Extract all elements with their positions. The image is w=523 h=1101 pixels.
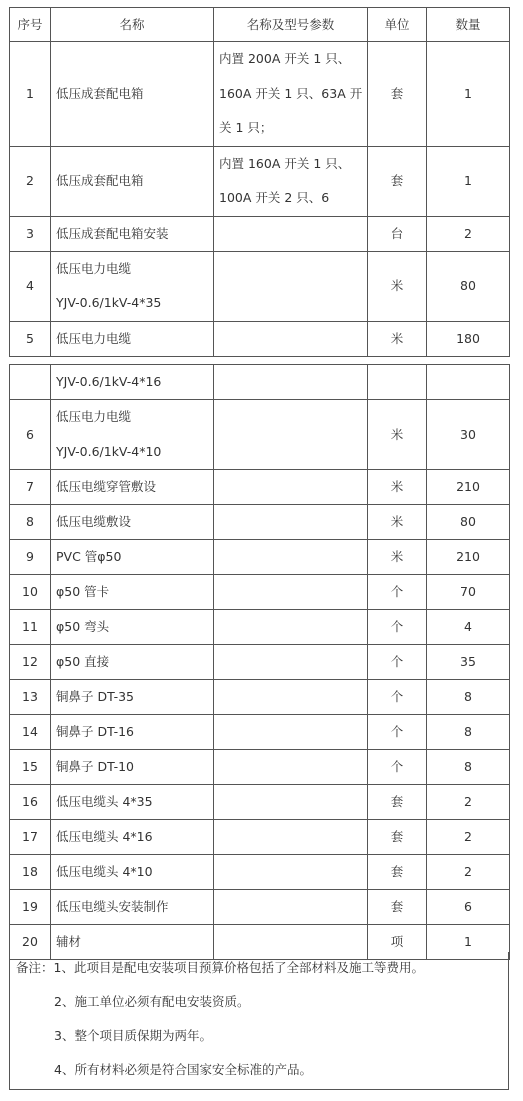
row-unit: 套	[368, 42, 427, 147]
row-spec	[214, 42, 368, 147]
row-spec	[214, 146, 368, 216]
row-unit: 米	[368, 505, 427, 540]
row-qty: 2	[427, 785, 510, 820]
row-seq: 15	[10, 750, 51, 785]
row-unit: 个	[368, 645, 427, 680]
table-row	[10, 715, 510, 750]
spec-line: 关 1 只；	[219, 120, 273, 135]
row-spec	[214, 575, 368, 610]
row-unit: 台	[368, 216, 427, 251]
row-name: 铜鼻子 DT-10	[51, 750, 214, 785]
row-spec	[214, 400, 368, 470]
row-qty: 1	[427, 146, 510, 216]
row-name: 低压电缆敷设	[51, 505, 214, 540]
table-row	[10, 400, 510, 470]
row-qty: 8	[427, 680, 510, 715]
table-row	[10, 505, 510, 540]
table-row	[10, 365, 510, 400]
row-spec	[214, 750, 368, 785]
table-row	[10, 216, 510, 251]
material-table-part-1	[9, 7, 510, 357]
row-unit: 米	[368, 470, 427, 505]
row-spec	[214, 216, 368, 251]
row-unit: 个	[368, 575, 427, 610]
row-name: 低压电缆头 4*35	[51, 785, 214, 820]
row-spec	[214, 785, 368, 820]
row-seq: 14	[10, 715, 51, 750]
row-name: 辅材	[51, 925, 214, 960]
header-unit: 单位	[368, 8, 427, 42]
row-seq	[10, 365, 51, 400]
row-qty	[427, 365, 510, 400]
table-row	[10, 251, 510, 321]
row-spec	[214, 645, 368, 680]
row-name: 低压电缆头安装制作	[51, 890, 214, 925]
row-seq: 10	[10, 575, 51, 610]
row-seq: 5	[10, 321, 51, 356]
table-row	[10, 820, 510, 855]
row-unit: 个	[368, 715, 427, 750]
row-qty: 210	[427, 470, 510, 505]
table-row	[10, 890, 510, 925]
row-qty: 1	[427, 925, 510, 960]
row-unit: 米	[368, 251, 427, 321]
row-unit: 套	[368, 890, 427, 925]
table-row	[10, 855, 510, 890]
row-seq: 6	[10, 400, 51, 470]
row-qty: 6	[427, 890, 510, 925]
table-row	[10, 785, 510, 820]
row-spec	[214, 715, 368, 750]
row-unit	[368, 365, 427, 400]
row-unit: 个	[368, 750, 427, 785]
row-spec	[214, 540, 368, 575]
row-unit: 套	[368, 855, 427, 890]
row-unit: 套	[368, 820, 427, 855]
row-name: φ50 管卡	[51, 575, 214, 610]
row-name: 铜鼻子 DT-35	[51, 680, 214, 715]
row-qty: 35	[427, 645, 510, 680]
row-unit: 个	[368, 610, 427, 645]
row-qty: 80	[427, 505, 510, 540]
row-seq: 19	[10, 890, 51, 925]
table-header-row	[10, 8, 510, 42]
row-seq: 13	[10, 680, 51, 715]
row-qty: 1	[427, 42, 510, 147]
note-3: 3、整个项目质保期为两年。	[54, 1028, 212, 1043]
note-2: 2、施工单位必须有配电安装资质。	[54, 994, 250, 1009]
row-name	[51, 251, 214, 321]
name-line: YJV-0.6/1kV-4*35	[56, 295, 162, 310]
row-unit: 米	[368, 400, 427, 470]
row-spec	[214, 470, 368, 505]
row-seq: 11	[10, 610, 51, 645]
row-name	[51, 400, 214, 470]
row-spec	[214, 505, 368, 540]
spec-line: 内置 200A 开关 1 只、	[219, 51, 351, 66]
header-qty: 数量	[427, 8, 510, 42]
table-row	[10, 540, 510, 575]
row-unit: 米	[368, 540, 427, 575]
row-qty: 180	[427, 321, 510, 356]
row-seq: 20	[10, 925, 51, 960]
table-row	[10, 470, 510, 505]
row-spec	[214, 820, 368, 855]
row-unit: 米	[368, 321, 427, 356]
note-1: 备注：1、此项目是配电安装项目预算价格包括了全部材料及施工等费用。	[16, 960, 424, 975]
row-name: 铜鼻子 DT-16	[51, 715, 214, 750]
row-qty: 2	[427, 855, 510, 890]
header-seq: 序号	[10, 8, 51, 42]
row-seq: 1	[10, 42, 51, 147]
row-name: 低压电缆头 4*16	[51, 820, 214, 855]
row-name: 低压电缆穿管敷设	[51, 470, 214, 505]
header-spec: 名称及型号参数	[214, 8, 368, 42]
row-spec	[214, 251, 368, 321]
spec-line: 100A 开关 2 只、6	[219, 190, 330, 205]
row-name: YJV-0.6/1kV-4*16	[51, 365, 214, 400]
row-seq: 8	[10, 505, 51, 540]
row-name: PVC 管φ50	[51, 540, 214, 575]
row-seq: 16	[10, 785, 51, 820]
row-spec	[214, 680, 368, 715]
spec-line: 内置 160A 开关 1 只、	[219, 155, 351, 171]
table-row	[10, 750, 510, 785]
name-line: 低压电力电缆	[56, 260, 132, 276]
row-name: 低压成套配电箱	[51, 146, 214, 216]
row-spec	[214, 321, 368, 356]
row-qty: 8	[427, 715, 510, 750]
row-seq: 4	[10, 251, 51, 321]
row-name: φ50 直接	[51, 645, 214, 680]
table-row	[10, 146, 510, 216]
row-spec	[214, 610, 368, 645]
table-row	[10, 575, 510, 610]
row-spec	[214, 890, 368, 925]
row-name: φ50 弯头	[51, 610, 214, 645]
name-line: 低压电力电缆	[56, 409, 132, 424]
row-qty: 70	[427, 575, 510, 610]
name-line: YJV-0.6/1kV-4*10	[56, 443, 162, 459]
row-seq: 3	[10, 216, 51, 251]
row-qty: 80	[427, 251, 510, 321]
row-name: 低压成套配电箱安装	[51, 216, 214, 251]
row-unit: 项	[368, 925, 427, 960]
row-unit: 套	[368, 146, 427, 216]
row-name: 低压成套配电箱	[51, 42, 214, 147]
row-spec	[214, 855, 368, 890]
table-row	[10, 645, 510, 680]
row-qty: 30	[427, 400, 510, 470]
row-seq: 9	[10, 540, 51, 575]
note-4: 4、所有材料必须是符合国家安全标准的产品。	[54, 1062, 312, 1077]
material-table-part-2	[9, 364, 510, 960]
row-name: 低压电力电缆	[51, 321, 214, 356]
header-name: 名称	[51, 8, 214, 42]
notes-section	[9, 952, 509, 1090]
row-spec	[214, 365, 368, 400]
row-qty: 4	[427, 610, 510, 645]
spec-line: 160A 开关 1 只、63A 开	[219, 85, 363, 101]
row-qty: 8	[427, 750, 510, 785]
row-seq: 2	[10, 146, 51, 216]
table-row	[10, 42, 510, 147]
table-row	[10, 680, 510, 715]
table-row	[10, 321, 510, 356]
table-row	[10, 610, 510, 645]
row-unit: 个	[368, 680, 427, 715]
row-qty: 2	[427, 216, 510, 251]
row-name: 低压电缆头 4*10	[51, 855, 214, 890]
row-qty: 210	[427, 540, 510, 575]
row-seq: 12	[10, 645, 51, 680]
row-unit: 套	[368, 785, 427, 820]
row-seq: 18	[10, 855, 51, 890]
row-seq: 7	[10, 470, 51, 505]
row-qty: 2	[427, 820, 510, 855]
row-seq: 17	[10, 820, 51, 855]
